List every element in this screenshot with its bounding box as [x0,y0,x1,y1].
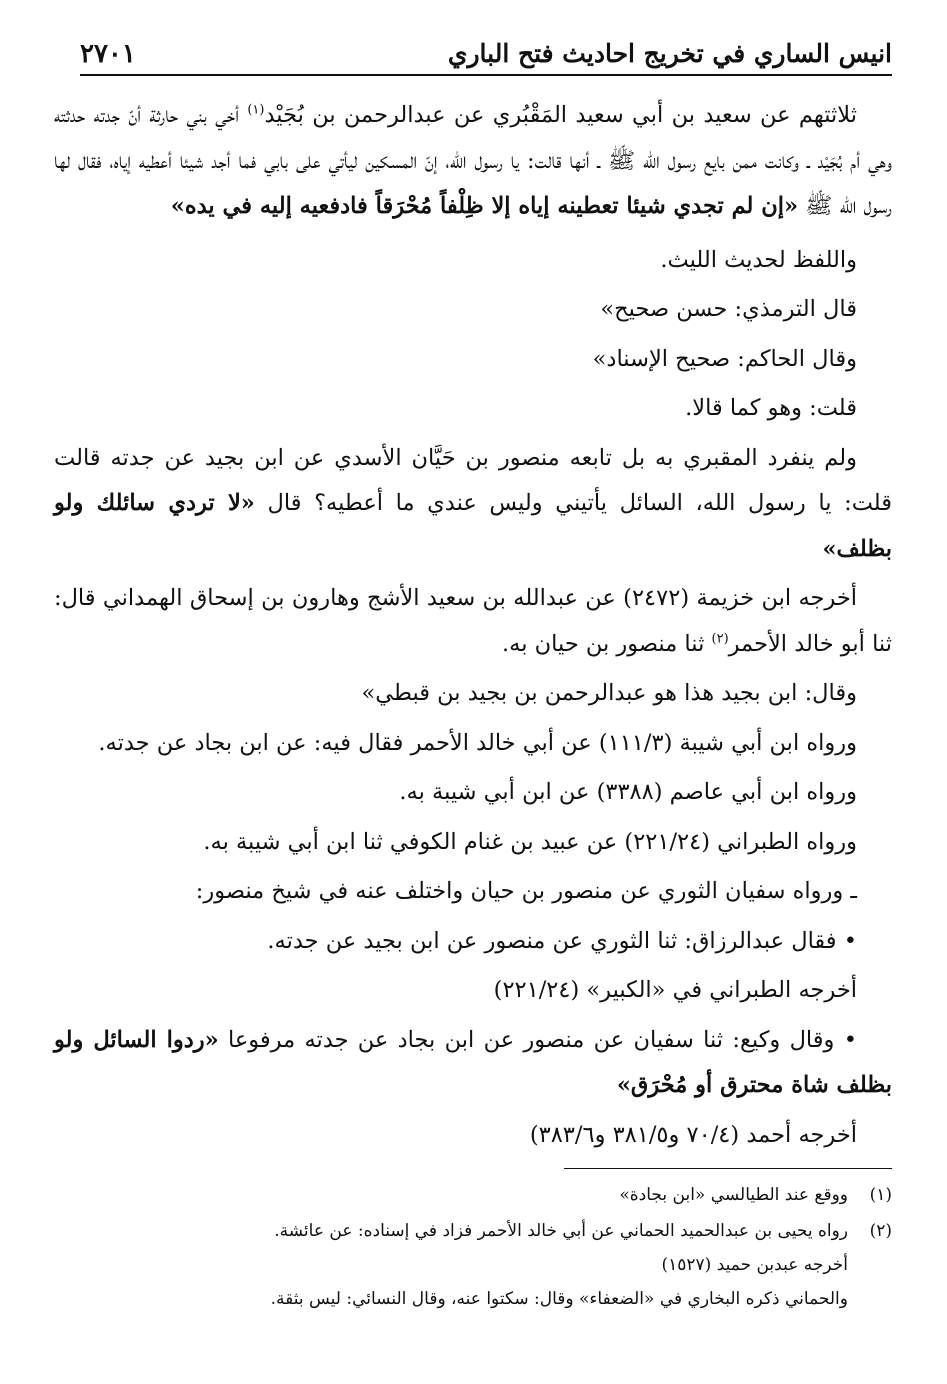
footnote-text: أخرجه عبدبن حميد (١٥٢٧) [661,1255,848,1275]
paragraph-ahmad: أخرجه أحمد (٧٠/٤ و٣٨١/٥ و٣٨٣/٦) [529,1121,857,1148]
paragraph-ibn-bujayd: وقال: ابن بجيد هذا هو عبدالرحمن بن بجيد بن قبطي» [361,680,857,706]
footnote-divider [564,1168,892,1169]
paragraph-ibn-abi-shaybah: ورواه ابن أبي شيبة (١١١/٣) عن أبي خالد الأحمر فقال فيه: عن ابن بجاد عن جدته. [98,729,857,756]
paragraph-tabarani: ورواه الطبراني (٢٢١/٢٤) عن عبيد بن غنام الكوفي ثنا ابن أبي شيبة به. [203,828,857,855]
footnote-2 [54,1216,892,1246]
paragraph-hakim: وقال الحاكم: صحيح الإسناد» [592,345,857,372]
footnote-number: (١) [869,1185,892,1205]
paragraph-ibn-khuzaymah: أخرجه ابن خزيمة (٢٤٧٢) عن عبدالله بن سعيد الأشج وهارون بن إسحاق الهمداني قال: ثنا أبو خالد الأحمر$^{(٢)}$ ثنا منصور بن حيان به. [54,585,892,657]
paragraph-ibn-abi-asim: ورواه ابن أبي عاصم (٣٣٨٨) عن ابن أبي شيبة به. [399,779,857,805]
footnote-text: رواه يحيى بن عبدالحميد الحماني عن أبي خالد الأحمر فزاد في إسناده: عن عائشة. [274,1221,848,1241]
paragraph-abdurrazzaq: • فقال عبدالرزاق: ثنا الثوري عن منصور عن ابن بجيد عن جدته. [267,927,857,954]
main-text [54,93,892,1158]
footnote-1 [54,1180,892,1210]
hadith-quote: «إن لم تجدي شيئا تعطينه إياه إلا ظِلْفاً مُحْرَقاً فادفعيه إليه في يده» [170,193,799,219]
footnote-text: ووقع عند الطيالسي «ابن بجادة» [619,1185,848,1205]
paragraph-comment: قلت: وهو كما قالا. [685,395,857,421]
paragraph-mutaba: ولم ينفرد المقبري به بل تابعه منصور بن حَيَّان الأسدي عن ابن بجيد عن جدته قالت قلت: يا رسول الله، السائل يأتيني وليس عندي ما أعطيه؟ قال «لا تردي سائلك ولو بظلف» [54,444,892,562]
paragraph-wording: واللفظ لحديث الليث. [660,246,857,273]
paragraph-kabir: أخرجه الطبراني في «الكبير» (٢٢١/٢٤) [493,977,857,1003]
footnote-text: والحماني ذكره البخاري في «الضعفاء» وقال: سكتوا عنه، وقال النسائي: ليس بثقة. [270,1289,848,1309]
footnote-number: (٢) [869,1221,892,1241]
paragraph-waki: • وقال وكيع: ثنا سفيان عن منصور عن ابن بجاد عن جدته مرفوعا «ردوا السائل ولو بظلف شاة محترق أو مُحْرَق» [54,1026,892,1098]
book-title: انيس الساري في تخريج احاديث فتح الباري [447,39,892,68]
paragraph-hadith: ثلاثتهم عن سعيد بن أبي سعيد المَقْبُري عن عبدالرحمن بن بُجَيْد$^{(١)}$ أخي بني حارثة أنّ جدته حدثته وهي أم بُجَيْد ـ وكانت ممن بايع رسول الله ﷺ ـ أنها قالت: يا رسول الله، إنّ المسكين ليأتي على بابي فما أجد شيئا أعطيه إياه، فقال لها رسول الله ﷺ «إن لم تجدي شيئا تعطينه إياه إلا ظِلْفاً مُحْرَقاً فادفعيه إليه في يده» [54,102,892,219]
page-number: ٢٧٠١ [80,39,136,69]
footnotes [54,1180,892,1314]
paragraph-sufyan: ـ ورواه سفيان الثوري عن منصور بن حيان واختلف عنه في شيخ منصور: [195,878,857,904]
footnote-ref-2[interactable]: (٢) [711,631,729,646]
hadith-quote: «لا تردي سائلك ولو بظلف» [54,490,892,562]
running-header [80,30,892,76]
footnote-ref-1[interactable]: (١) [247,102,265,118]
paragraph-tirmidhi: قال الترمذي: حسن صحيح» [600,296,857,322]
hadith-quote: «ردوا السائل ولو بظلف شاة محترق أو مُحْرَق» [54,1026,892,1098]
